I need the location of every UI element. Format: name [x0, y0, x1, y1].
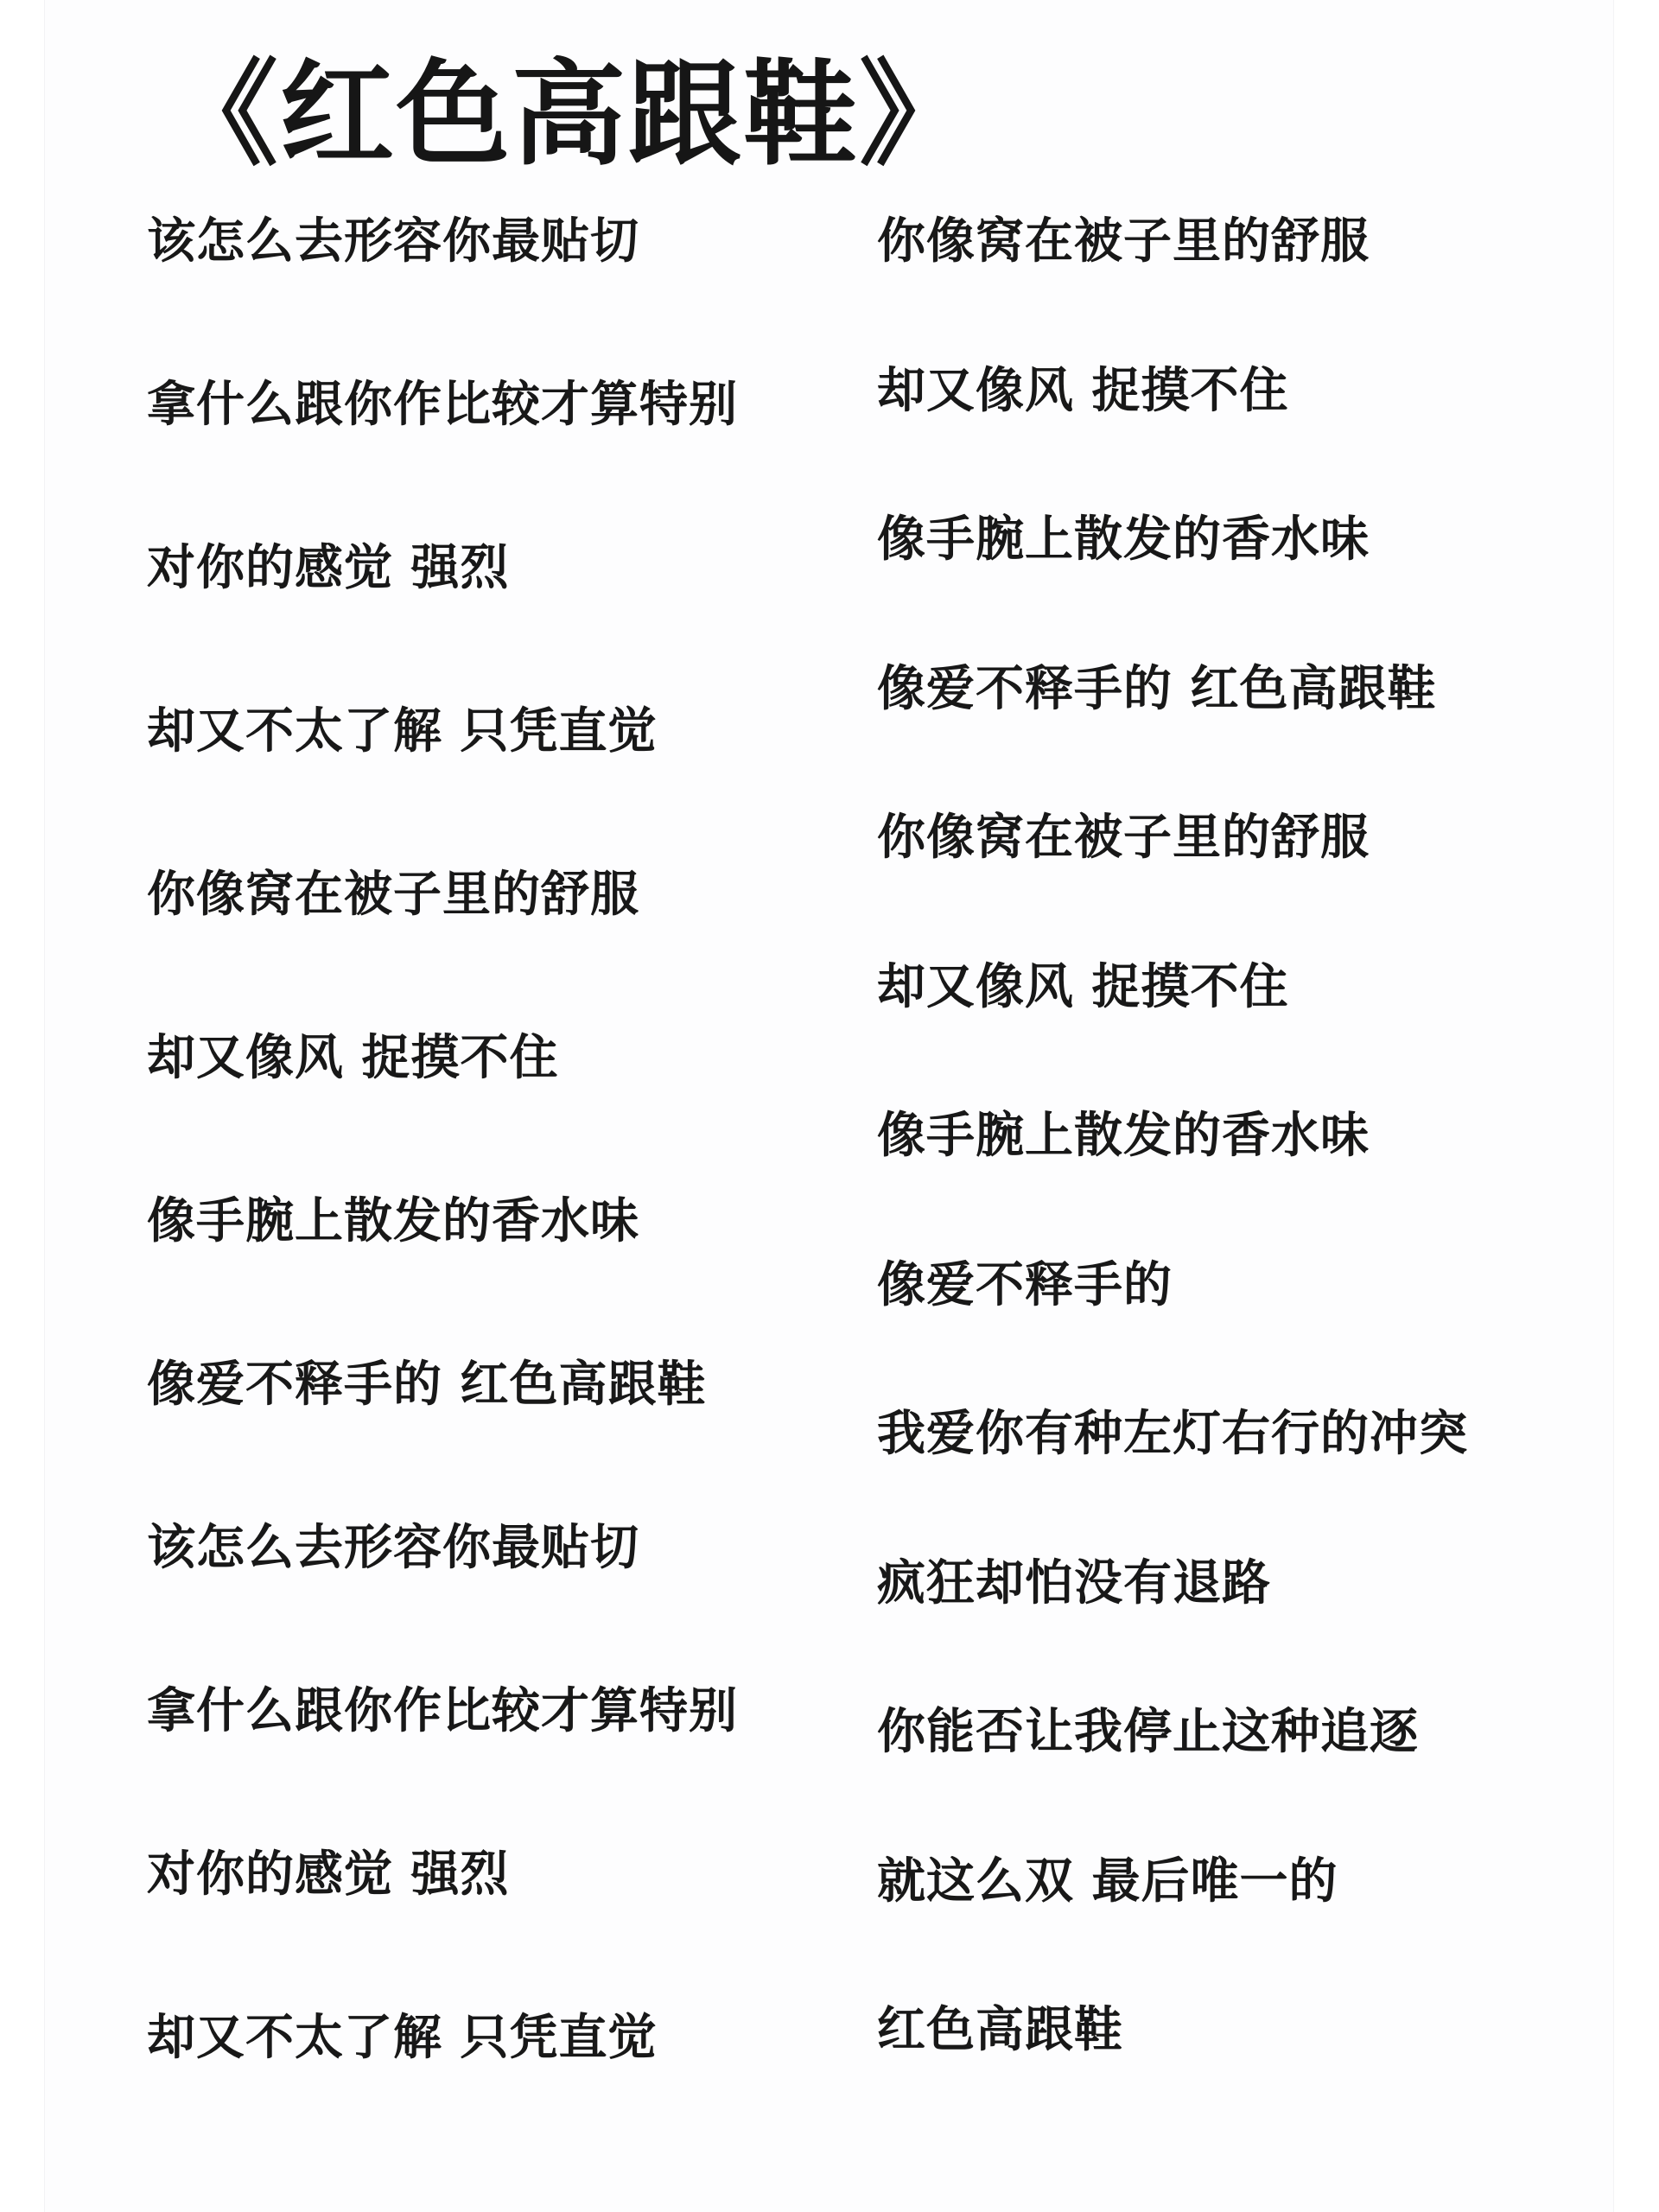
- lyrics-left-column: [147, 207, 738, 2167]
- lyric-line: 拿什么跟你作比较才算特别: [147, 1683, 738, 1739]
- lyric-line: 像手腕上散发的香水味: [877, 512, 1370, 568]
- lyric-line: 你像窝在被子里的舒服: [147, 867, 639, 923]
- lyric-line: 却又像风 捉摸不住: [147, 1030, 559, 1086]
- lyric-line: 像爱不释手的 红色高跟鞋: [877, 660, 1437, 717]
- lyrics-right-column: [877, 207, 1468, 2145]
- lyric-line: 你像窝在被子里的舒服: [877, 810, 1370, 866]
- lyric-line: 拿什么跟你作比较才算特别: [147, 377, 738, 433]
- lyric-line: 我爱你有种左灯右行的冲突: [877, 1406, 1468, 1462]
- lyric-line: 该怎么去形容你最贴切: [147, 213, 639, 270]
- lyric-line: 该怎么去形容你最贴切: [147, 1520, 639, 1576]
- lyric-line: 对你的感觉 强烈: [147, 1847, 510, 1903]
- song-title: 《红色高跟鞋》: [164, 48, 975, 181]
- lyric-line: 像爱不释手的: [877, 1256, 1173, 1313]
- lyric-line: 你能否让我停止这种追逐: [877, 1704, 1419, 1760]
- lyric-line: 就这么双 最后唯一的: [877, 1853, 1338, 1910]
- lyric-line: 却又像风 捉摸不住: [877, 958, 1289, 1015]
- lyric-line: 像手腕上散发的香水味: [147, 1193, 639, 1249]
- lyric-line: 疯狂却怕没有退路: [877, 1554, 1271, 1611]
- lyric-line: 红色高跟鞋: [877, 2002, 1123, 2058]
- lyric-line: 你像窝在被子里的舒服: [877, 213, 1370, 270]
- lyric-line: 却又不太了解 只凭直觉: [147, 703, 658, 760]
- lyric-line: 对你的感觉 强烈: [147, 540, 510, 596]
- lyric-line: 像爱不释手的 红色高跟鞋: [147, 1357, 707, 1413]
- lyric-line: 却又像风 捉摸不住: [877, 362, 1289, 419]
- lyric-line: 却又不太了解 只凭直觉: [147, 2010, 658, 2066]
- lyric-line: 像手腕上散发的香水味: [877, 1108, 1370, 1164]
